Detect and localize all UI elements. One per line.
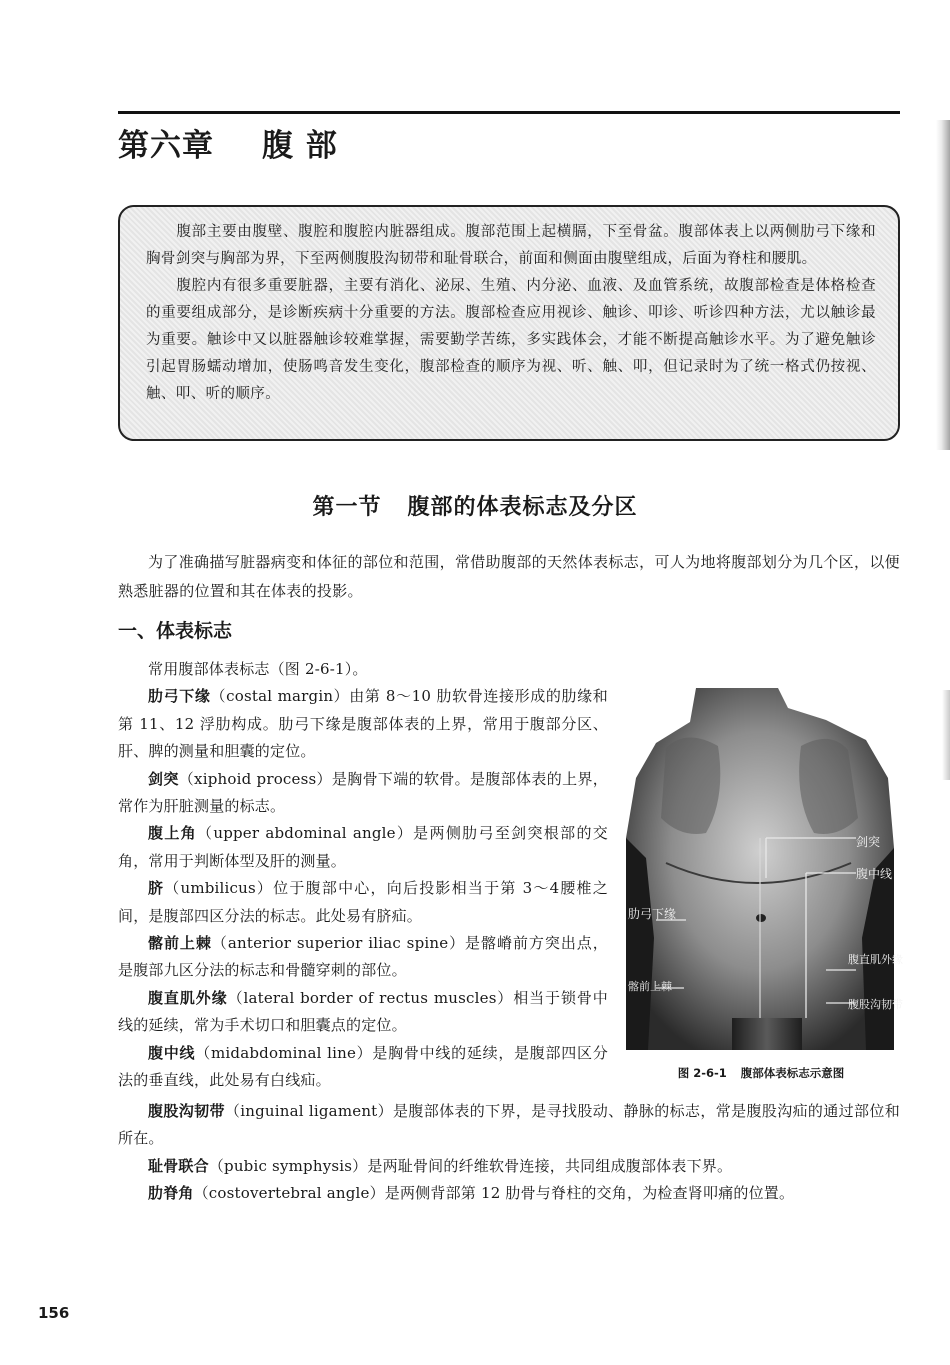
subsection-heading: 一、体表标志 — [118, 620, 233, 642]
landmark-text: （midabdominal line）是胸骨中线的延续，是腹部四区分法的垂直线，此处易有白线疝。 — [118, 1043, 608, 1090]
chapter-abstract-box — [118, 205, 900, 441]
label-iliac-spine: 髂前上棘 — [628, 980, 672, 993]
caption-text: 腹部体表标志示意图 — [740, 1066, 845, 1080]
landmark-item — [118, 766, 608, 821]
caption-number: 图 2-6-1 — [677, 1066, 727, 1080]
abstract-paragraph-1: 腹部主要由腹壁、腹腔和腹腔内脏器组成。腹部范围上起横膈，下至骨盆。腹部体表上以两侧肋弓下缘和胸骨剑突与胸部为界，下至两侧腹股沟韧带和耻骨联合，前面和侧面由腹壁组成，后面为脊柱和腰肌。 — [146, 224, 876, 267]
section-title: 腹部的体表标志及分区 — [407, 495, 638, 520]
section-heading — [0, 490, 950, 521]
landmark-item — [118, 683, 608, 765]
landmark-term: 腹直肌外缘 — [148, 988, 228, 1007]
chapter-rule — [118, 111, 900, 114]
figure-caption — [626, 1065, 896, 1081]
landmark-term: 腹上角 — [148, 824, 197, 843]
label-midabdominal-line: 腹中线 — [856, 867, 893, 881]
scan-shadow — [936, 120, 950, 450]
landmark-item — [118, 1180, 900, 1207]
landmark-item — [118, 985, 608, 1040]
landmark-item — [118, 820, 608, 875]
intro-paragraph: 为了准确描写脏器病变和体征的部位和范围，常借助腹部的天然体表标志，可人为地将腹部划分为几个区，以便熟悉脏器的位置和其在体表的投影。 — [118, 553, 900, 600]
label-rectus-border: 腹直肌外缘 — [848, 953, 903, 966]
landmark-term: 腹股沟韧带 — [148, 1102, 225, 1120]
landmark-text: （inguinal ligament）是腹部体表的下界，是寻找股动、静脉的标志，常是腹股沟疝的通过部位和所在。 — [118, 1102, 900, 1148]
landmark-item — [118, 1153, 900, 1180]
landmark-term: 肋弓下缘 — [148, 687, 211, 706]
landmark-text: （upper abdominal angle）是两侧肋弓至剑突根部的交角，常用于判断体型及肝的测量。 — [118, 824, 608, 870]
landmark-item — [118, 1098, 900, 1153]
section-number: 第一节 — [312, 495, 382, 520]
landmark-item — [118, 930, 608, 985]
landmark-text: （lateral border of rectus muscles）相当于锁骨中线的延续，常为手术切口和胆囊点的定位。 — [118, 988, 608, 1035]
landmark-text: （costal margin）由第 8～10 肋软骨连接形成的肋缘和第 11、12 浮肋构成。肋弓下缘是腹部体表的上界，常用于腹部分区、肝、脾的测量和胆囊的定位。 — [118, 687, 608, 761]
landmark-text: （umbilicus）位于腹部中心，向后投影相当于第 3～4腰椎之间，是腹部四区分法的标志。此处易有脐疝。 — [118, 879, 608, 925]
lead-paragraph: 常用腹部体表标志（图 2-6-1）。 — [148, 660, 368, 678]
label-inguinal-ligament: 腹股沟韧带 — [848, 998, 903, 1011]
abdomen-landmark-figure — [626, 688, 903, 1050]
chapter-title: 腹 部 — [262, 128, 338, 164]
landmark-text: （pubic symphysis）是两耻骨间的纤维软骨连接，共同组成腹部体表下界。 — [208, 1156, 733, 1175]
label-xiphoid: 剑突 — [856, 835, 881, 849]
landmark-continued — [118, 1098, 900, 1208]
landmark-text: （xiphoid process）是胸骨下端的软骨。是腹部体表的上界，常作为肝脏测量的标志。 — [118, 769, 608, 816]
landmark-term: 剑突 — [148, 769, 179, 788]
label-costal-margin: 肋弓下缘 — [628, 907, 677, 921]
abstract-paragraph-2: 腹腔内有很多重要脏器，主要有消化、泌尿、生殖、内分泌、血液、及血管系统，故腹部检查是体格检查的重要组成部分，是诊断疾病十分重要的方法。腹部检查应用视诊、触诊、叩诊、听诊四种方法，尤以触诊最为重要。触诊中又以脏器触诊较难掌握，需要勤学苦练，多实践体会，才能不断提高触诊水平。为了避免触诊引起胃肠蠕动增加，使肠鸣音发生变化，腹部检查的顺序为视、听、触、叩，但记录时为了统一格式仍按视、触、叩、听的顺序。 — [146, 278, 876, 402]
landmark-term: 脐 — [148, 879, 165, 898]
landmark-item — [118, 1040, 608, 1095]
landmark-text: （anterior superior iliac spine）是髂嵴前方突出点，是腹部九区分法的标志和骨髓穿刺的部位。 — [118, 934, 608, 980]
landmark-term: 腹中线 — [148, 1043, 196, 1062]
scan-shadow-2 — [942, 690, 950, 780]
page-number: 156 — [38, 1304, 70, 1322]
landmark-text: （costovertebral angle）是两侧背部第 12 肋骨与脊柱的交角，为检查肾叩痛的位置。 — [193, 1184, 795, 1203]
landmark-term: 肋脊角 — [148, 1184, 194, 1203]
chapter-number: 第六章 — [118, 128, 214, 164]
landmark-item — [118, 875, 608, 930]
landmark-term: 髂前上棘 — [148, 934, 212, 953]
chapter-heading — [118, 120, 338, 165]
landmark-column — [118, 656, 608, 1095]
landmark-term: 耻骨联合 — [148, 1156, 209, 1175]
section-intro — [118, 548, 900, 606]
